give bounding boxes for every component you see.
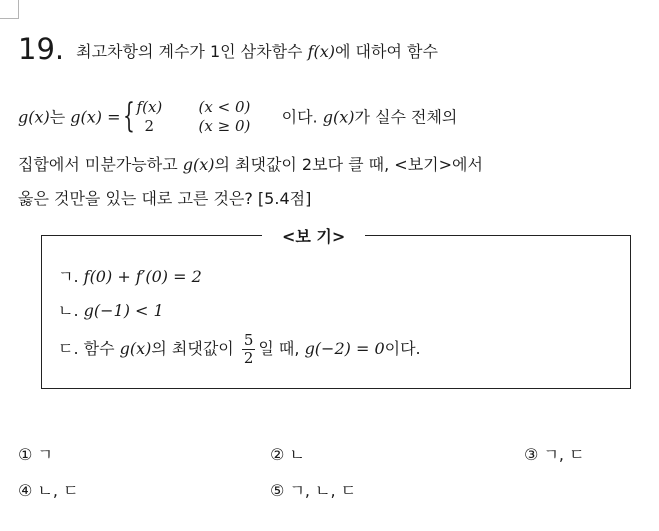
math-fx: f(x)	[307, 42, 336, 61]
question-text: 는	[49, 107, 71, 127]
choice-number: ①	[18, 445, 33, 464]
math-definition-lhs: g(x) =	[70, 107, 121, 127]
page-corner-mark	[0, 0, 19, 19]
question-text: 집합에서 미분가능하고	[18, 155, 183, 174]
choice-label: ㄴ, ㄷ	[37, 481, 79, 500]
fraction-five-halves	[242, 332, 256, 367]
bogi-item-text: 일 때,	[258, 339, 305, 358]
bogi-item-math: f(0) + f′(0) = 2	[83, 267, 202, 286]
bogi-item-text: 이다.	[384, 339, 421, 358]
choice-number: ②	[270, 445, 285, 464]
bogi-item-1	[58, 264, 202, 287]
choice-number: ⑤	[270, 481, 285, 500]
bogi-title: <보 기>	[262, 224, 365, 247]
choice-3[interactable]	[524, 442, 585, 465]
piece-1-condition: (x < 0)	[198, 98, 251, 116]
question-text: 의 최댓값이 2보다 클 때, <보기>에서	[214, 155, 483, 174]
question-line-1	[18, 32, 438, 66]
piece-2-condition: (x ≥ 0)	[198, 117, 251, 135]
bogi-item-text: 의 최댓값이	[151, 339, 239, 358]
question-line-4	[18, 186, 311, 209]
question-text: 최고차항의 계수가 1인 삼차함수	[76, 42, 308, 61]
choice-label: ㄱ, ㄴ, ㄷ	[289, 481, 357, 500]
question-text: 에 대하여 함수	[335, 42, 438, 61]
piecewise-definition	[123, 98, 273, 138]
fraction-denominator: 2	[243, 349, 254, 367]
math-gx: g(x)	[182, 155, 215, 174]
question-line-2	[18, 98, 457, 138]
choice-number: ③	[524, 445, 539, 464]
choice-label: ㄱ	[37, 445, 53, 464]
bogi-item-label: ㄴ.	[58, 301, 84, 320]
math-gx: g(x)	[322, 107, 355, 127]
choice-label: ㄴ	[289, 445, 305, 464]
bogi-box	[41, 227, 631, 389]
fraction-numerator: 5	[243, 331, 254, 349]
question-text: 옳은 것만을 있는 대로 고른 것은? [5.4점]	[18, 189, 312, 208]
bogi-item-math: g(−1) < 1	[83, 301, 164, 320]
bogi-item-label: ㄱ.	[58, 267, 84, 286]
choice-5[interactable]	[270, 478, 356, 501]
question-text: 이다.	[276, 107, 323, 127]
bogi-item-3	[58, 332, 421, 367]
choice-label: ㄱ, ㄷ	[543, 445, 585, 464]
question-line-3	[18, 152, 483, 175]
question-text: 가 실수 전체의	[354, 107, 458, 127]
bogi-item-math: g(−2) = 0	[304, 339, 385, 358]
math-gx: g(x)	[119, 339, 152, 358]
piecewise-brace: {	[122, 96, 135, 136]
bogi-item-label: ㄷ. 함수	[58, 339, 120, 358]
piece-1-expression: f(x)	[136, 98, 163, 116]
choice-2[interactable]	[270, 442, 305, 465]
bogi-item-2	[58, 298, 164, 321]
piece-2-expression: 2	[144, 117, 155, 135]
choice-1[interactable]	[18, 442, 53, 465]
choice-4[interactable]	[18, 478, 79, 501]
choice-number: ④	[18, 481, 33, 500]
math-gx: g(x)	[18, 107, 50, 127]
question-number: 19.	[18, 32, 65, 66]
